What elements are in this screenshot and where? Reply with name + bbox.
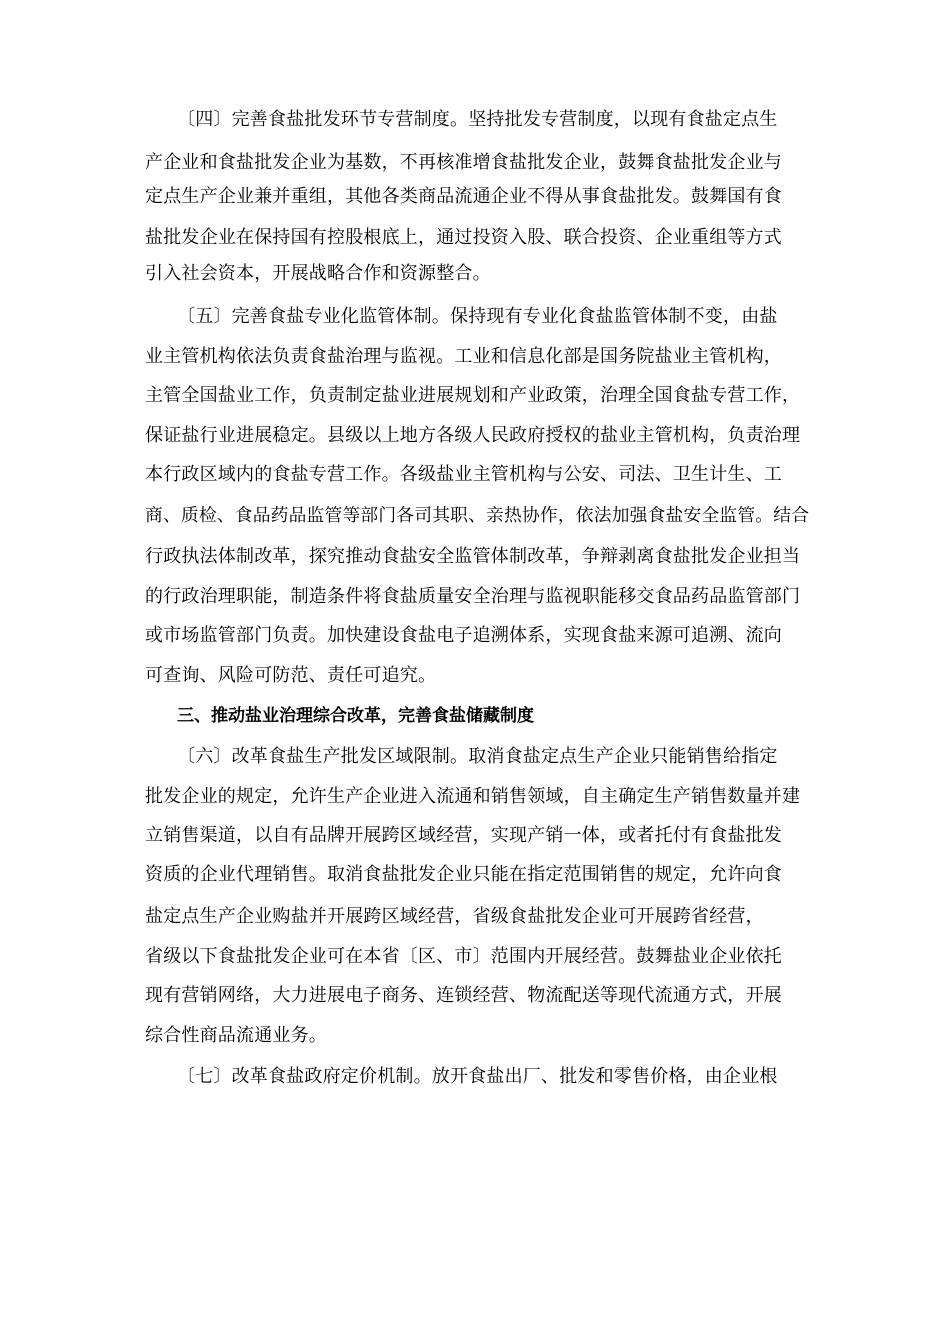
paragraph-line: 省级以下食盐批发企业可在本省〔区、市〕范围内开展经营。鼓舞盐业企业依托	[145, 946, 782, 967]
paragraph-line: 商、质检、食品药品监管等部门各司其职、亲热协作，依法加强食盐安全监管。结合	[145, 506, 810, 526]
paragraph-line: 主管全国盐业工作，负责制定盐业进展规划和产业政策，治理全国食盐专营工作，	[145, 385, 801, 406]
paragraph-line: 〔七〕改革食盐政府定价机制。放开食盐出厂、批发和零售价格，由企业根	[177, 1066, 778, 1087]
paragraph-line: 资质的企业代理销售。取消食盐批发企业只能在指定范围销售的规定，允许向食	[145, 864, 782, 885]
paragraph-line: 产企业和食盐批发企业为基数，不再核准增食盐批发企业，鼓舞食盐批发企业与	[145, 152, 782, 173]
section-heading: 三、推动盐业治理综合改革，完善食盐储藏制度	[177, 706, 534, 726]
paragraph-line: 引入社会资本，开展战略合作和资源整合。	[145, 263, 491, 284]
paragraph-line: 盐批发企业在保持国有控股根底上，通过投资入股、联合投资、企业重组等方式	[145, 227, 782, 248]
paragraph-line: 可查询、风险可防范、责任可追究。	[145, 665, 437, 686]
paragraph-line: 综合性商品流通业务。	[145, 1025, 327, 1046]
paragraph-line: 盐定点生产企业购盐并开展跨区域经营，省级食盐批发企业可开展跨省经营，	[145, 906, 764, 927]
paragraph-line: 本行政区域内的食盐专营工作。各级盐业主管机构与公安、司法、卫生计生、工	[145, 464, 782, 485]
paragraph-line: 业主管机构依法负责食盐治理与监视。工业和信息化部是国务院盐业主管机构，	[145, 346, 782, 367]
paragraph-line: 保证盐行业进展稳定。县级以上地方各级人民政府授权的盐业主管机构，负责治理	[145, 425, 801, 446]
paragraph-line: 现有营销网络，大力进展电子商务、连锁经营、物流配送等现代流通方式，开展	[145, 985, 782, 1006]
paragraph-line: 〔六〕改革食盐生产批发区域限制。取消食盐定点生产企业只能销售给指定	[177, 746, 778, 767]
paragraph-line: 或市场监管部门负责。加快建设食盐电子追溯体系，实现食盐来源可追溯、流向	[145, 625, 782, 646]
paragraph-line: 立销售渠道，以自有品牌开展跨区域经营，实现产销一体，或者托付有食盐批发	[145, 825, 782, 846]
paragraph-line: 的行政治理职能，制造条件将食盐质量安全治理与监视职能移交食品药品监管部门	[145, 586, 801, 607]
paragraph-line: 批发企业的规定，允许生产企业进入流通和销售领域，自主确定生产销售数量并建	[145, 786, 801, 807]
paragraph-line: 〔四〕完善食盐批发环节专营制度。坚持批发专营制度，以现有食盐定点生	[177, 109, 778, 130]
paragraph-line: 行政执法体制改革，探究推动食盐安全监管体制改革，争辩剥离食盐批发企业担当	[145, 546, 801, 567]
paragraph-line: 〔五〕完善食盐专业化监管体制。保持现有专业化食盐监管体制不变，由盐	[177, 306, 778, 327]
paragraph-line: 定点生产企业兼并重组，其他各类商品流通企业不得从事食盐批发。鼓舞国有食	[145, 186, 782, 207]
